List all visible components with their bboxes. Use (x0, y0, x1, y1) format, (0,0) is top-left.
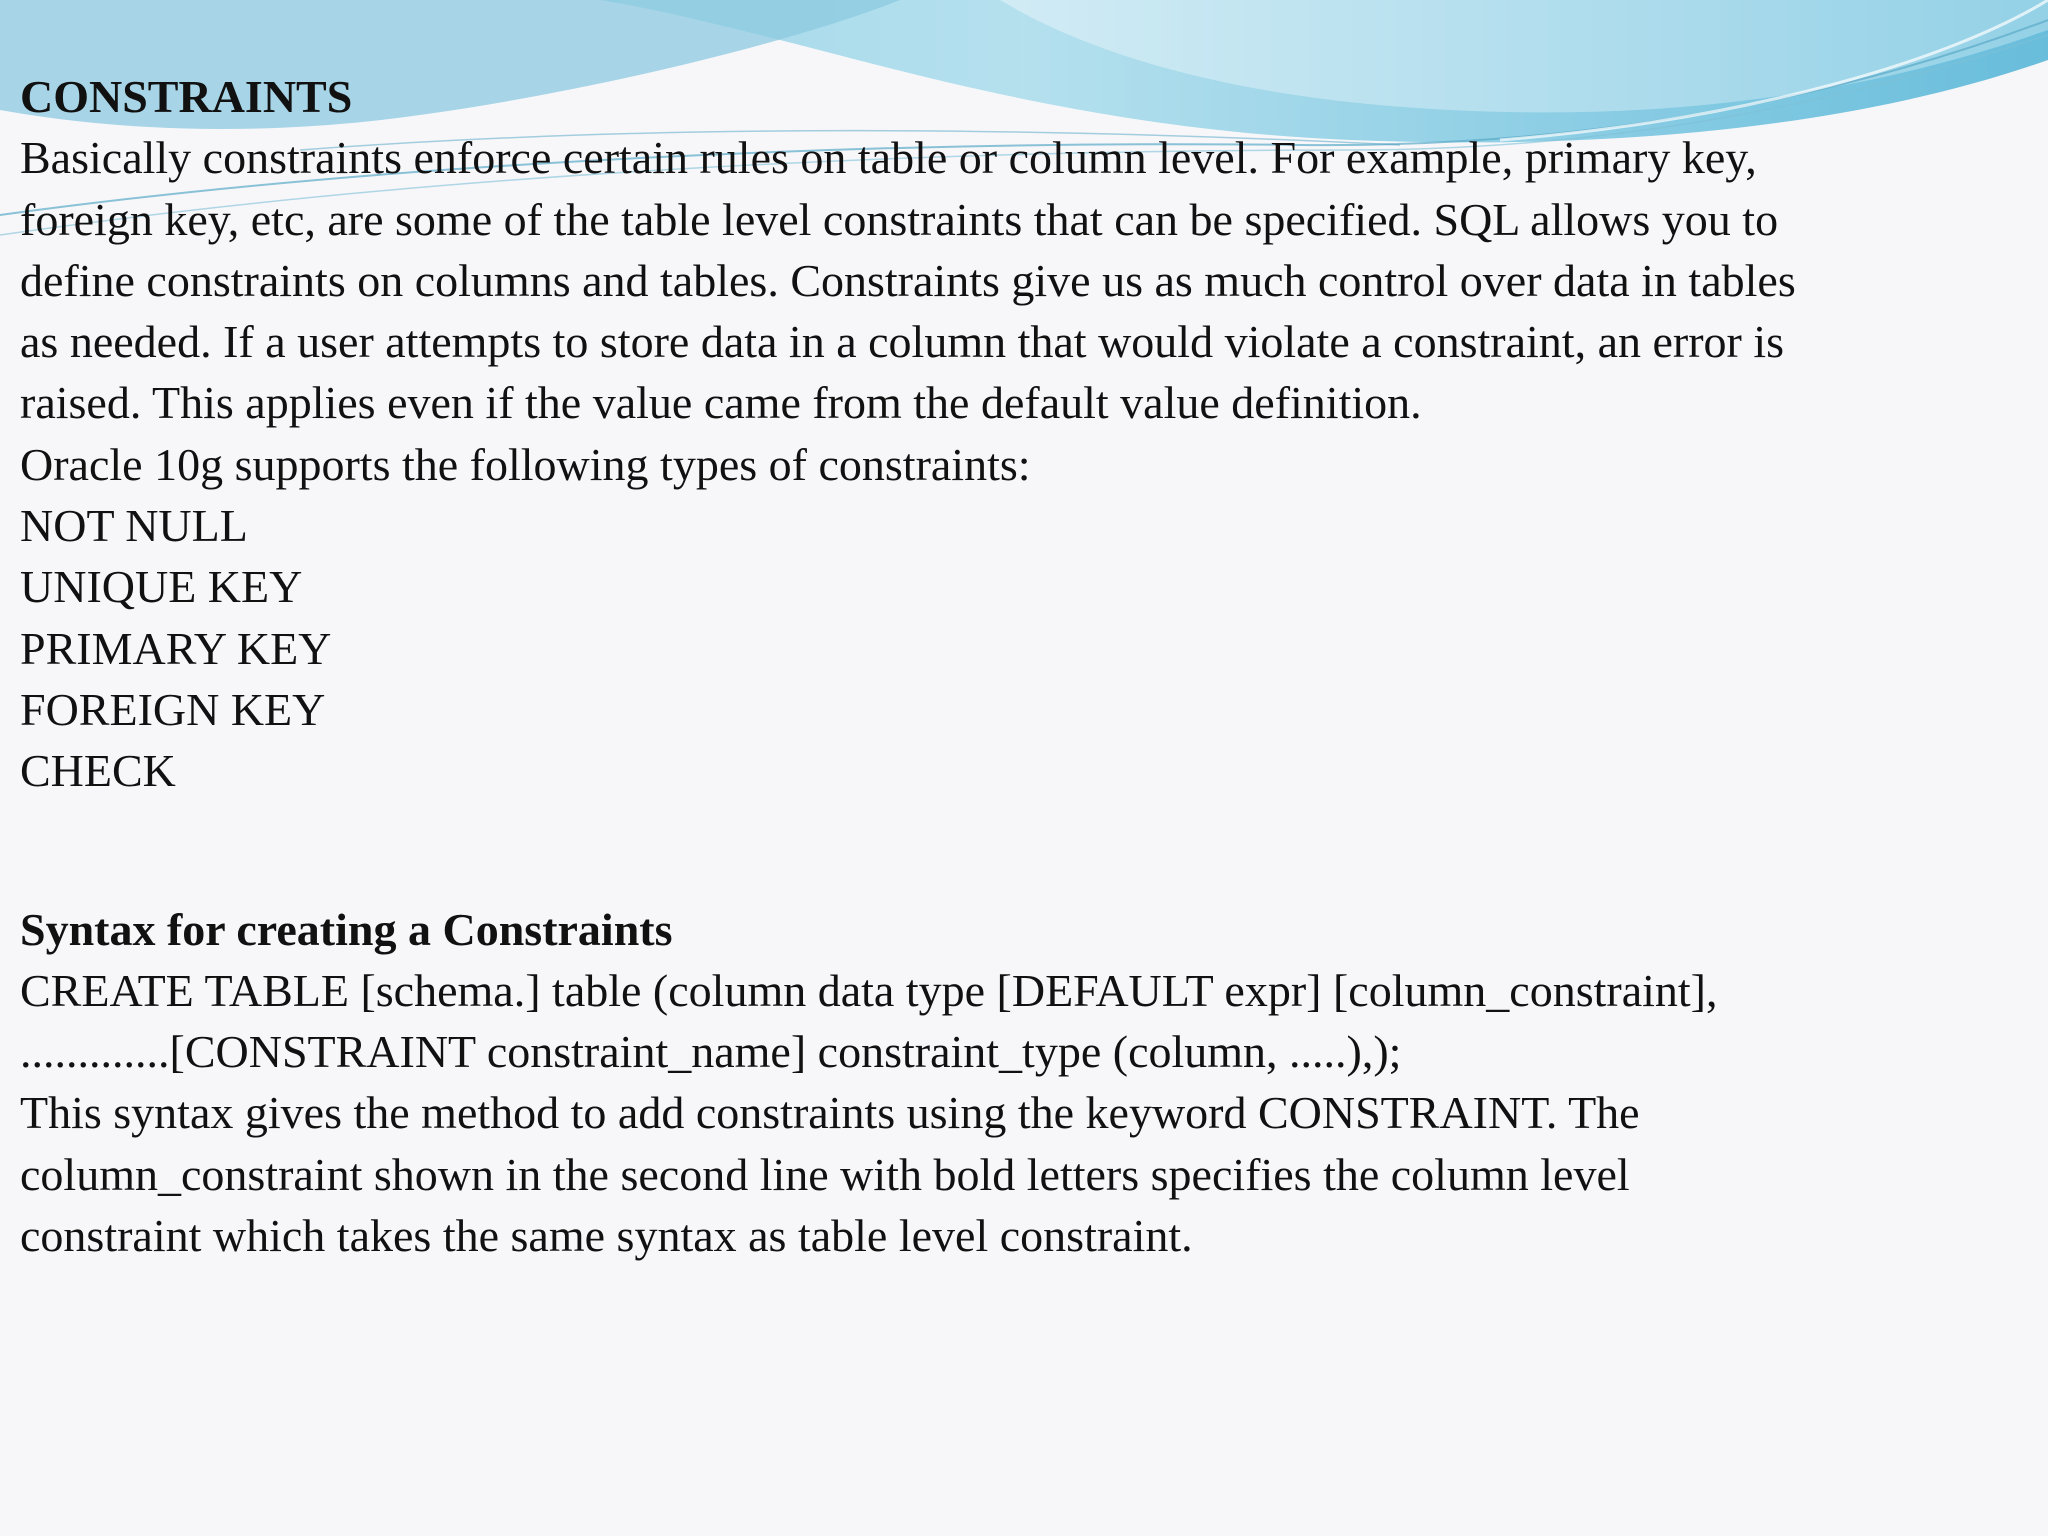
syntax-heading: Syntax for creating a Constraints (20, 903, 673, 955)
constraint-type-item: NOT NULL (20, 500, 248, 552)
section-spacer (20, 802, 2020, 899)
intro-line: foreign key, etc, are some of the table level constraints that can be specified. SQL allows you to (20, 193, 1779, 245)
slide-content (20, 66, 2020, 1266)
syntax-block (20, 960, 2020, 1083)
intro-paragraph (20, 127, 2020, 433)
constraint-type-item: PRIMARY KEY (20, 622, 332, 674)
slide-heading: CONSTRAINTS (20, 71, 353, 122)
explanation-paragraph (20, 1082, 2020, 1266)
syntax-line: CREATE TABLE [schema.] table (column data type [DEFAULT expr] [column_constraint], (20, 964, 1718, 1016)
explanation-line: column_constraint shown in the second line with bold letters specifies the column level (20, 1148, 1630, 1200)
constraint-type-item: CHECK (20, 745, 176, 797)
syntax-line: .............[CONSTRAINT constraint_name] constraint_type (column, .....),); (20, 1026, 1402, 1078)
intro-line: raised. This applies even if the value came from the default value definition. (20, 377, 1422, 429)
explanation-line: constraint which takes the same syntax as table level constraint. (20, 1210, 1193, 1262)
constraint-type-item: FOREIGN KEY (20, 683, 326, 735)
constraint-types-list (20, 495, 2020, 801)
intro-line: define constraints on columns and tables. Constraints give us as much control over data in tables (20, 254, 1796, 306)
constraint-type-item: UNIQUE KEY (20, 561, 303, 613)
types-intro: Oracle 10g supports the following types of constraints: (20, 438, 1031, 490)
explanation-line: This syntax gives the method to add constraints using the keyword CONSTRAINT. The (20, 1087, 1640, 1139)
intro-line: as needed. If a user attempts to store data in a column that would violate a constraint, an error is (20, 316, 1785, 368)
intro-line: Basically constraints enforce certain rules on table or column level. For example, primary key, (20, 132, 1757, 184)
